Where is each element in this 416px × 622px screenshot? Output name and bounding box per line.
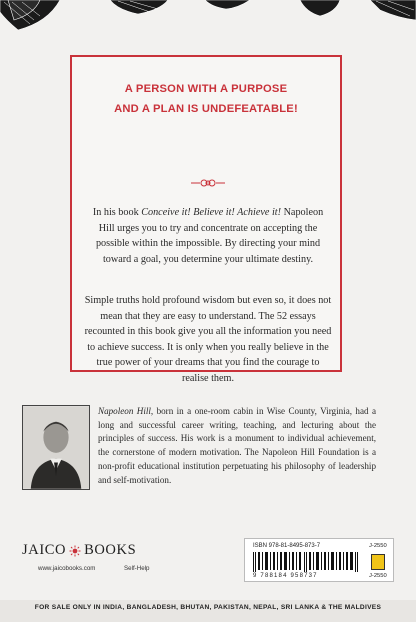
catalog-code-bottom: J-2550 xyxy=(369,573,387,579)
distribution-notice: FOR SALE ONLY IN INDIA, BANGLADESH, BHUTAN, PAKISTAN, NEPAL, SRI LANKA & THE MALDIVES xyxy=(34,604,382,611)
publisher-badge-icon xyxy=(371,554,385,570)
headline xyxy=(72,79,340,119)
publisher-name-right: BOOKS xyxy=(84,542,137,558)
catalog-code-top: J-2550 xyxy=(369,543,387,549)
author-bio xyxy=(22,405,376,488)
description-paragraph-2: Simple truths hold profound wisdom but even so, it does not mean that they are easy to understand. The 52 essays recounted in this book give you all the information you need to achieve success. It is only when you really believe in the true power of your dreams that you find the courage to realise them. xyxy=(84,295,332,384)
decorative-top-illustration xyxy=(0,0,416,40)
para1-body: Napoleon Hill urges you to try and concentrate on accepting the possible within the impossible. By directing your mind toward a goal, you determine your ultimate destiny. xyxy=(95,207,324,265)
headline-line-1: A PERSON WITH A PURPOSE xyxy=(124,83,288,95)
ornament-divider-icon xyxy=(190,177,226,189)
description-paragraph-1 xyxy=(84,205,332,267)
book-category: Self-Help xyxy=(124,565,150,572)
publisher-name-left: JAICO xyxy=(22,542,67,558)
author-name: Napoleon Hill, xyxy=(98,406,154,416)
para1-prefix: In his book xyxy=(92,207,142,218)
barcode-panel xyxy=(244,538,394,582)
publisher-website: www.jaicobooks.com xyxy=(38,565,96,572)
barcode-number: 9 788184 958737 xyxy=(253,573,318,579)
headline-line-2: AND A PLAN IS UNDEFEATABLE! xyxy=(114,103,298,115)
barcode-icon xyxy=(253,552,359,572)
isbn-label: ISBN 978-81-8495-873-7 xyxy=(253,543,321,549)
author-bio-text: born in a one-room cabin in Wise County, Virginia, had a long and successful career writing, teaching, and lecturing about the principles of success. His work is a monument to individual achievement, the cornerstone of modern motivation. The Napoleon Hill Foundation is a non-profit educational institution perpetuating his philosophy of leadership and self-motivation. xyxy=(98,406,376,485)
book-title: Conceive it! Believe it! Achieve it! xyxy=(141,207,282,218)
quote-panel xyxy=(70,55,342,384)
publisher-logo xyxy=(22,542,136,559)
jaico-sun-icon xyxy=(69,545,81,557)
